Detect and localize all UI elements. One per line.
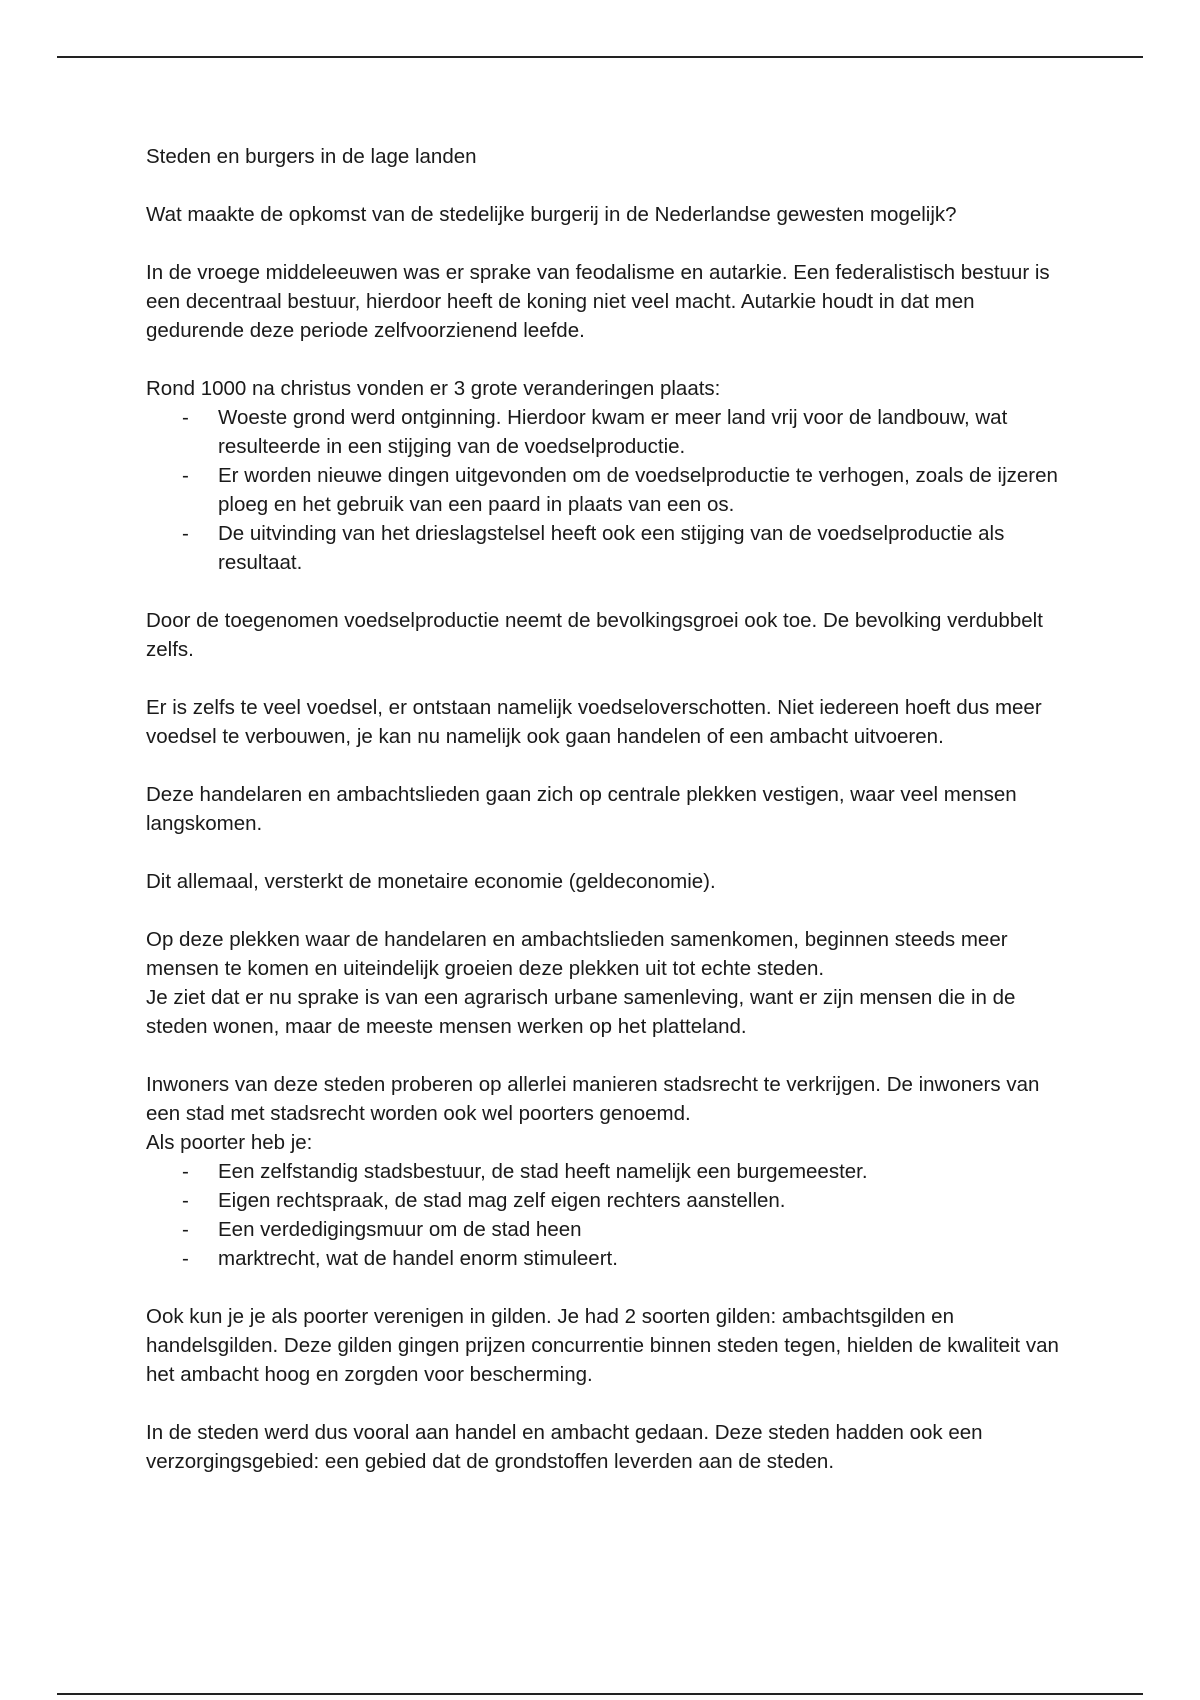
- paragraph-economie: Dit allemaal, versterkt de monetaire economie (geldeconomie).: [146, 870, 716, 893]
- top-rule: [57, 56, 1143, 58]
- paragraph-gilden: Ook kun je je als poorter verenigen in gilden. Je had 2 soorten gilden: ambachtsgilden en handelsgilden. Deze gilden gingen prijzen concurrentie binnen steden tegen, hielden de kwaliteit van het ambacht hoog en zorgden voor bescherming.: [146, 1305, 1059, 1386]
- list-item: - Woeste grond werd ontginning. Hierdoor kwam er meer land vrij voor de landbouw, wat resulteerde in een stijging van de voedselproductie.: [218, 403, 1076, 461]
- list-item: - Een verdedigingsmuur om de stad heen: [218, 1215, 1076, 1244]
- list-item: - Eigen rechtspraak, de stad mag zelf eigen rechters aanstellen.: [218, 1186, 1076, 1215]
- document-title: Steden en burgers in de lage landen: [146, 145, 477, 168]
- poorter-rights-list: [146, 1157, 1076, 1273]
- list-item: - Een zelfstandig stadsbestuur, de stad heeft namelijk een burgemeester.: [218, 1157, 1076, 1186]
- document-body: [146, 142, 1076, 1505]
- list-item: - Er worden nieuwe dingen uitgevonden om de voedselproductie te verhogen, zoals de ijzeren ploeg en het gebruik van een paard in plaats van een os.: [218, 461, 1076, 519]
- paragraph-verzorgingsgebied: In de steden werd dus vooral aan handel en ambacht gedaan. Deze steden hadden ook een verzorgingsgebied: een gebied dat de grondstoffen leverden aan de steden.: [146, 1421, 983, 1473]
- list-item: - marktrecht, wat de handel enorm stimuleert.: [218, 1244, 1076, 1273]
- bottom-rule: [57, 1693, 1143, 1695]
- paragraph-steden-2: Je ziet dat er nu sprake is van een agrarisch urbane samenleving, want er zijn mensen die in de steden wonen, maar de meeste mensen werken op het platteland.: [146, 986, 1016, 1038]
- paragraph-feodalisme: In de vroege middeleeuwen was er sprake van feodalisme en autarkie. Een federalistisch bestuur is een decentraal bestuur, hierdoor heeft de koning niet veel macht. Autarkie houdt in dat men gedurende deze periode zelfvoorzienend leefde.: [146, 261, 1050, 342]
- paragraph-handelaren: Deze handelaren en ambachtslieden gaan zich op centrale plekken vestigen, waar veel mensen langskomen.: [146, 783, 1017, 835]
- main-question: Wat maakte de opkomst van de stedelijke burgerij in de Nederlandse gewesten mogelijk?: [146, 203, 957, 226]
- paragraph-stadsrecht: Inwoners van deze steden proberen op allerlei manieren stadsrecht te verkrijgen. De inwoners van een stad met stadsrecht worden ook wel poorters genoemd.: [146, 1073, 1040, 1125]
- changes-intro: Rond 1000 na christus vonden er 3 grote veranderingen plaats:: [146, 377, 721, 400]
- list-item: - De uitvinding van het drieslagstelsel heeft ook een stijging van de voedselproductie als resultaat.: [218, 519, 1076, 577]
- paragraph-overschot: Er is zelfs te veel voedsel, er ontstaan namelijk voedseloverschotten. Niet iedereen hoeft dus meer voedsel te verbouwen, je kan nu namelijk ook gaan handelen of een ambacht uitvoeren.: [146, 696, 1042, 748]
- paragraph-steden-1: Op deze plekken waar de handelaren en ambachtslieden samenkomen, beginnen steeds meer mensen te komen en uiteindelijk groeien deze plekken uit tot echte steden.: [146, 928, 1008, 980]
- poorter-intro: Als poorter heb je:: [146, 1131, 313, 1154]
- paragraph-bevolking: Door de toegenomen voedselproductie neemt de bevolkingsgroei ook toe. De bevolking verdubbelt zelfs.: [146, 609, 1043, 661]
- changes-list: [146, 403, 1076, 577]
